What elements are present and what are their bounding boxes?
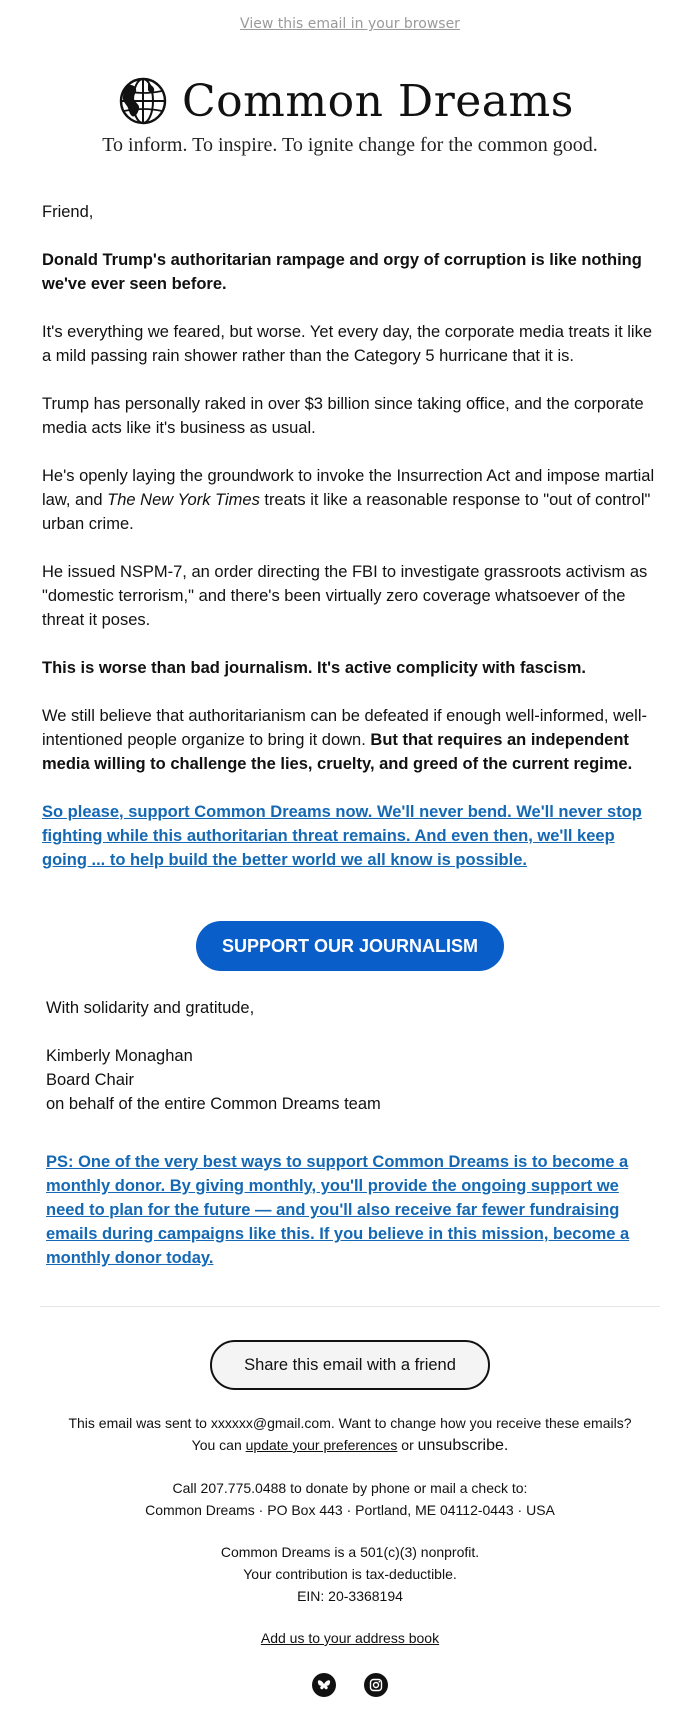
nonprofit-status: Common Dreams is a 501(c)(3) nonprofit.: [220, 1544, 480, 1560]
instagram-icon[interactable]: [364, 1673, 388, 1697]
greeting: Friend,: [42, 203, 94, 221]
globe-icon: [118, 76, 168, 126]
social-links: [0, 1673, 700, 1697]
sent-to-text: This email was sent to xxxxxx@gmail.com. Want to change how you receive these emails?: [68, 1415, 632, 1431]
unsubscribe-link[interactable]: unsubscribe.: [417, 1437, 509, 1454]
share-email-button[interactable]: Share this email with a friend: [210, 1340, 490, 1390]
paragraph-independent-media: [42, 704, 658, 776]
signer-title: Board Chair: [46, 1071, 135, 1089]
mailing-address: Common Dreams · PO Box 443 · Portland, ME 04112-0443 · USA: [145, 1502, 555, 1518]
share-container: [0, 1340, 700, 1390]
view-in-browser-link[interactable]: View this email in your browser: [240, 16, 460, 32]
instagram-camera-shape: [369, 1678, 383, 1692]
brand-name: Common Dreams: [182, 76, 574, 127]
ein-text: EIN: 20-3368194: [297, 1588, 403, 1604]
support-journalism-button[interactable]: SUPPORT OUR JOURNALISM: [196, 921, 504, 971]
call-to-donate-text: Call 207.775.0488 to donate by phone or mail a check to:: [172, 1480, 528, 1496]
closing-line: With solidarity and gratitude,: [46, 999, 255, 1017]
or-text: or: [397, 1437, 418, 1453]
paragraph-text: treats it like a reasonable response to "out of control" urban crime.: [42, 491, 651, 533]
you-can-text: You can: [191, 1437, 246, 1453]
address-book-link[interactable]: Add us to your address book: [260, 1630, 440, 1646]
paragraph-media: It's everything we feared, but worse. Yet every day, the corporate media treats it like a mild passing rain shower rather than the Category 5 hurricane that it is.: [42, 323, 652, 365]
support-appeal-link[interactable]: So please, support Common Dreams now. We'll never bend. We'll never stop fighting while this authoritarian threat remains. And even then, we'll keep going ... to help build the better world we all know is possible.: [42, 803, 642, 869]
paragraph-complicity: This is worse than bad journalism. It's active complicity with fascism.: [42, 659, 586, 677]
tax-deductible-text: Your contribution is tax-deductible.: [243, 1566, 457, 1582]
footer-nonprofit: [30, 1541, 670, 1607]
paragraph-text: He's openly laying the groundwork to invoke the Insurrection Act and impose martial law, and: [42, 467, 655, 509]
update-preferences-link[interactable]: update your preferences: [245, 1437, 398, 1453]
bluesky-icon[interactable]: [312, 1673, 336, 1697]
signer-name: Kimberly Monaghan: [46, 1047, 193, 1065]
paragraph-nspm7: He issued NSPM-7, an order directing the FBI to investigate grassroots activism as "domestic terrorism," and there's been virtually zero coverage whatsoever of the threat it poses.: [42, 563, 648, 629]
paragraph-text: We still believe that authoritarianism can be defeated if enough well-informed, well-intentioned people organize to bring it down.: [42, 707, 648, 749]
logo-block[interactable]: [0, 76, 700, 156]
brand-tagline: To inform. To inspire. To ignite change for the common good.: [102, 134, 598, 156]
paragraph-emphasis: But that requires an independent media willing to challenge the lies, cruelty, and greed of the current regime.: [42, 731, 633, 773]
cta-container: [0, 921, 700, 971]
logo-row: [118, 76, 588, 132]
paragraph-insurrection-act: [42, 464, 658, 536]
ps-monthly-donor-link[interactable]: PS: One of the very best ways to support Common Dreams is to become a monthly donor. By giving monthly, you'll provide the ongoing support we need to plan for the future — and you'll also receive far fewer fundraising emails during campaigns like this. If you believe in this mission, become a monthly donor today.: [46, 1153, 630, 1267]
footer-address-book: [30, 1627, 670, 1649]
bluesky-butterfly-shape: [317, 1678, 331, 1692]
footer-mail: [30, 1477, 670, 1521]
letter-body: [42, 200, 658, 896]
paragraph-billions: Trump has personally raked in over $3 billion since taking office, and the corporate media acts like it's business as usual.: [42, 395, 644, 437]
footer: [30, 1412, 670, 1669]
publication-name: The New York Times: [107, 491, 260, 509]
signer-on-behalf: on behalf of the entire Common Dreams team: [46, 1095, 381, 1113]
lead-paragraph: Donald Trump's authoritarian rampage and orgy of corruption is like nothing we've ever seen before.: [42, 251, 642, 293]
signoff-block: [46, 996, 658, 1116]
divider: [40, 1306, 660, 1307]
footer-preferences: [30, 1412, 670, 1457]
